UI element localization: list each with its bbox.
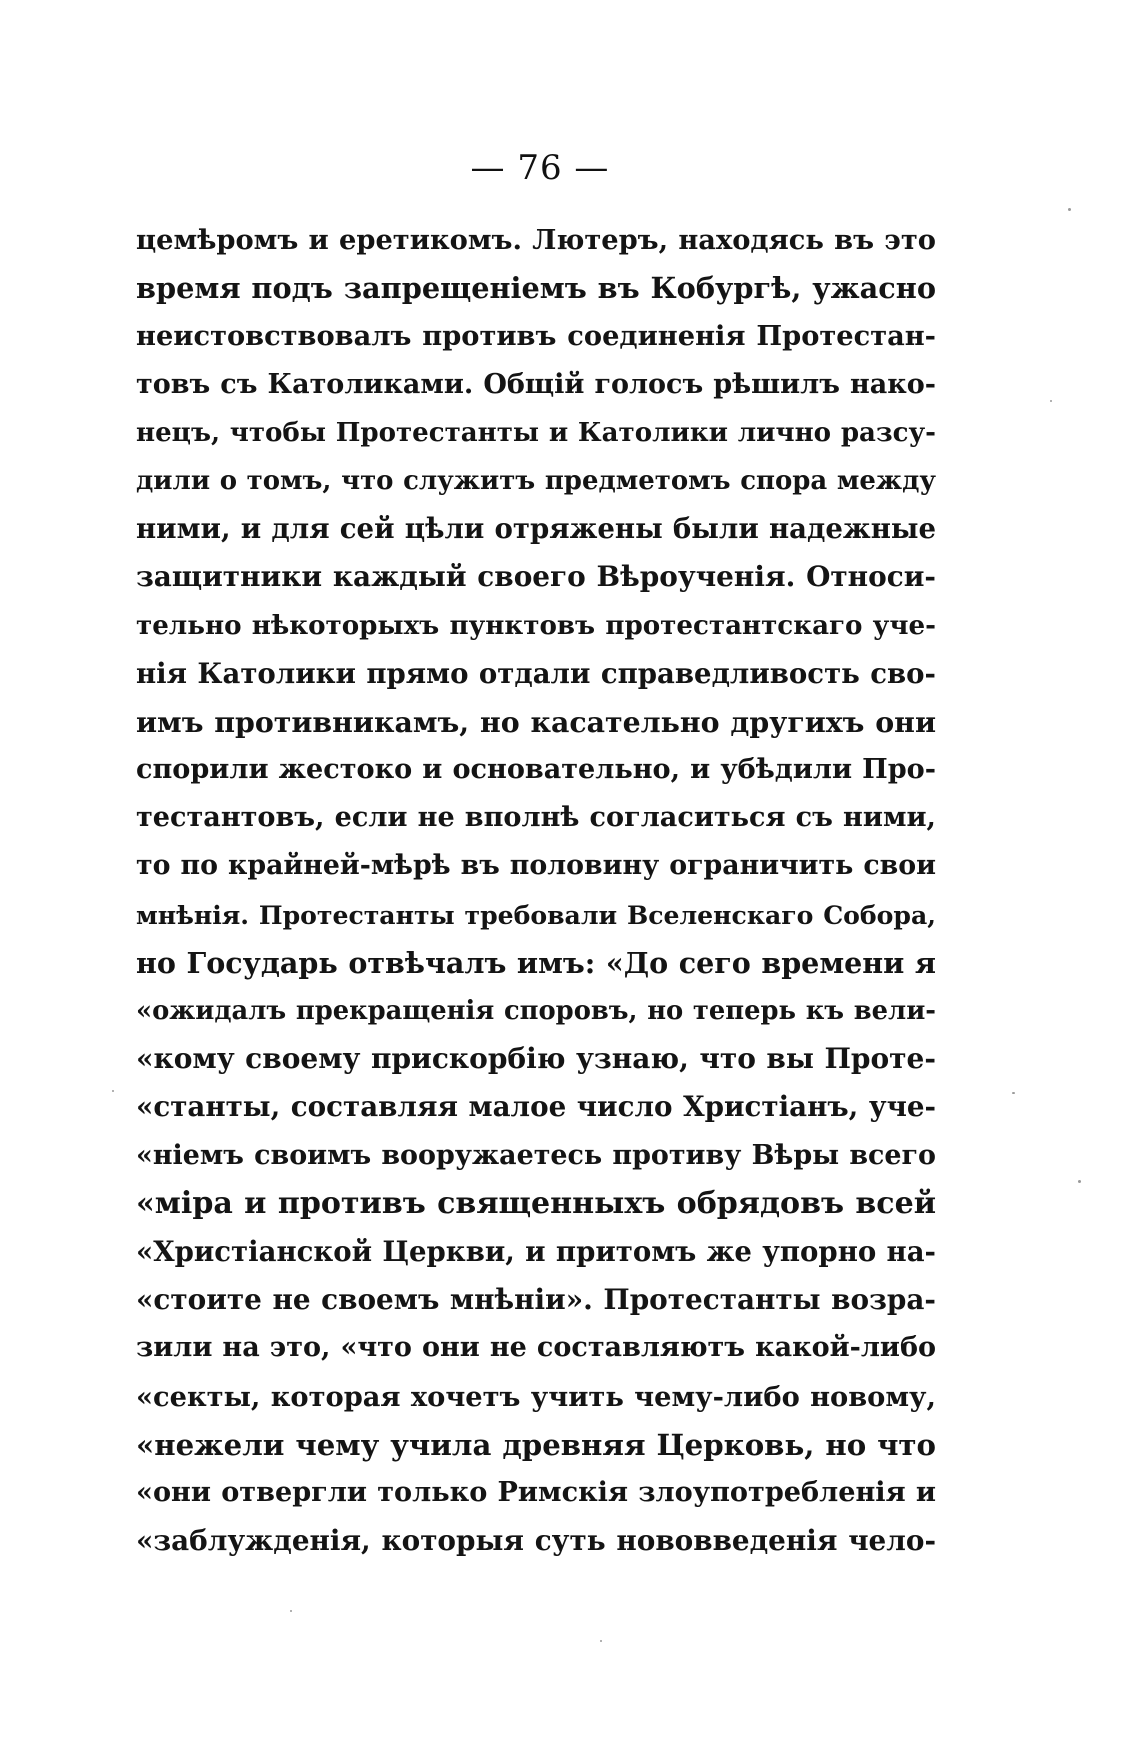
text-line: защитники каждый своего Вѣроученія. Относи- — [136, 560, 936, 594]
text-line: но Государь отвѣчалъ имъ: «До сего времени я — [136, 945, 936, 980]
text-line: «ніемъ своимъ вооружаетесь противу Вѣры всего — [136, 1139, 936, 1171]
text-line: товъ съ Католиками. Общій голосъ рѣшилъ нако- — [136, 368, 936, 400]
text-line: тельно нѣкоторыхъ пунктовъ протестантскаго уче- — [136, 609, 936, 641]
text-line: «секты, которая хочетъ учить чему-либо новому, — [136, 1380, 936, 1413]
page-number: — 76 — — [470, 148, 610, 188]
text-line: «стоите не своемъ мнѣніи». Протестанты возра- — [136, 1283, 936, 1317]
scan-speck — [1068, 208, 1071, 211]
text-line: «кому своему прискорбію узнаю, что вы Проте- — [136, 1042, 936, 1076]
text-line: «міра и противъ священныхъ обрядовъ всей — [136, 1185, 936, 1221]
text-line: «нежели чему учила древняя Церковь, но что — [136, 1427, 936, 1462]
text-line: то по крайней-мѣрѣ въ половину ограничить свои — [136, 850, 936, 882]
body-text — [136, 216, 936, 1565]
text-line: спорили жестоко и основательно, и убѣдили Про- — [136, 754, 936, 786]
text-line: ними, и для сей цѣли отряжены были надежные — [136, 513, 936, 546]
scan-speck — [112, 1090, 114, 1092]
scan-speck — [1078, 1180, 1081, 1183]
text-line: тестантовъ, если не вполнѣ согласиться съ ними, — [136, 802, 936, 834]
text-line: нецъ, чтобы Протестанты и Католики лично разсу- — [136, 417, 936, 448]
text-line: зили на это, «что они не составляютъ какой-либо — [136, 1332, 936, 1364]
text-line: цемѣромъ и еретикомъ. Лютеръ, находясь въ это — [136, 224, 936, 256]
text-line: «станты, составляя малое число Христіанъ, уче- — [136, 1090, 936, 1124]
scan-speck — [290, 1610, 292, 1612]
scan-speck — [600, 1640, 602, 1642]
text-line: мнѣнія. Протестанты требовали Вселенскаго Собора, — [136, 899, 936, 930]
text-line: дили о томъ, что служитъ предметомъ спора между — [136, 465, 936, 496]
text-line: «ожидалъ прекращенія споровъ, но теперь къ вели- — [136, 996, 936, 1026]
text-line: неистовствовалъ противъ соединенія Протестан- — [136, 320, 936, 353]
text-line: «они отвергли только Римскія злоупотребленія и — [136, 1476, 936, 1508]
text-line: «Христіанской Церкви, и притомъ же упорно на- — [136, 1235, 936, 1268]
scan-speck — [1012, 1092, 1015, 1094]
text-line: имъ противникамъ, но касательно другихъ они — [136, 704, 936, 739]
text-line: нія Католики прямо отдали справедливость сво- — [136, 657, 936, 690]
text-line: время подъ запрещеніемъ въ Кобургѣ, ужасно — [136, 271, 936, 306]
text-line: «заблужденія, которыя суть нововведенія чело- — [136, 1524, 936, 1558]
scan-speck — [1050, 400, 1052, 402]
